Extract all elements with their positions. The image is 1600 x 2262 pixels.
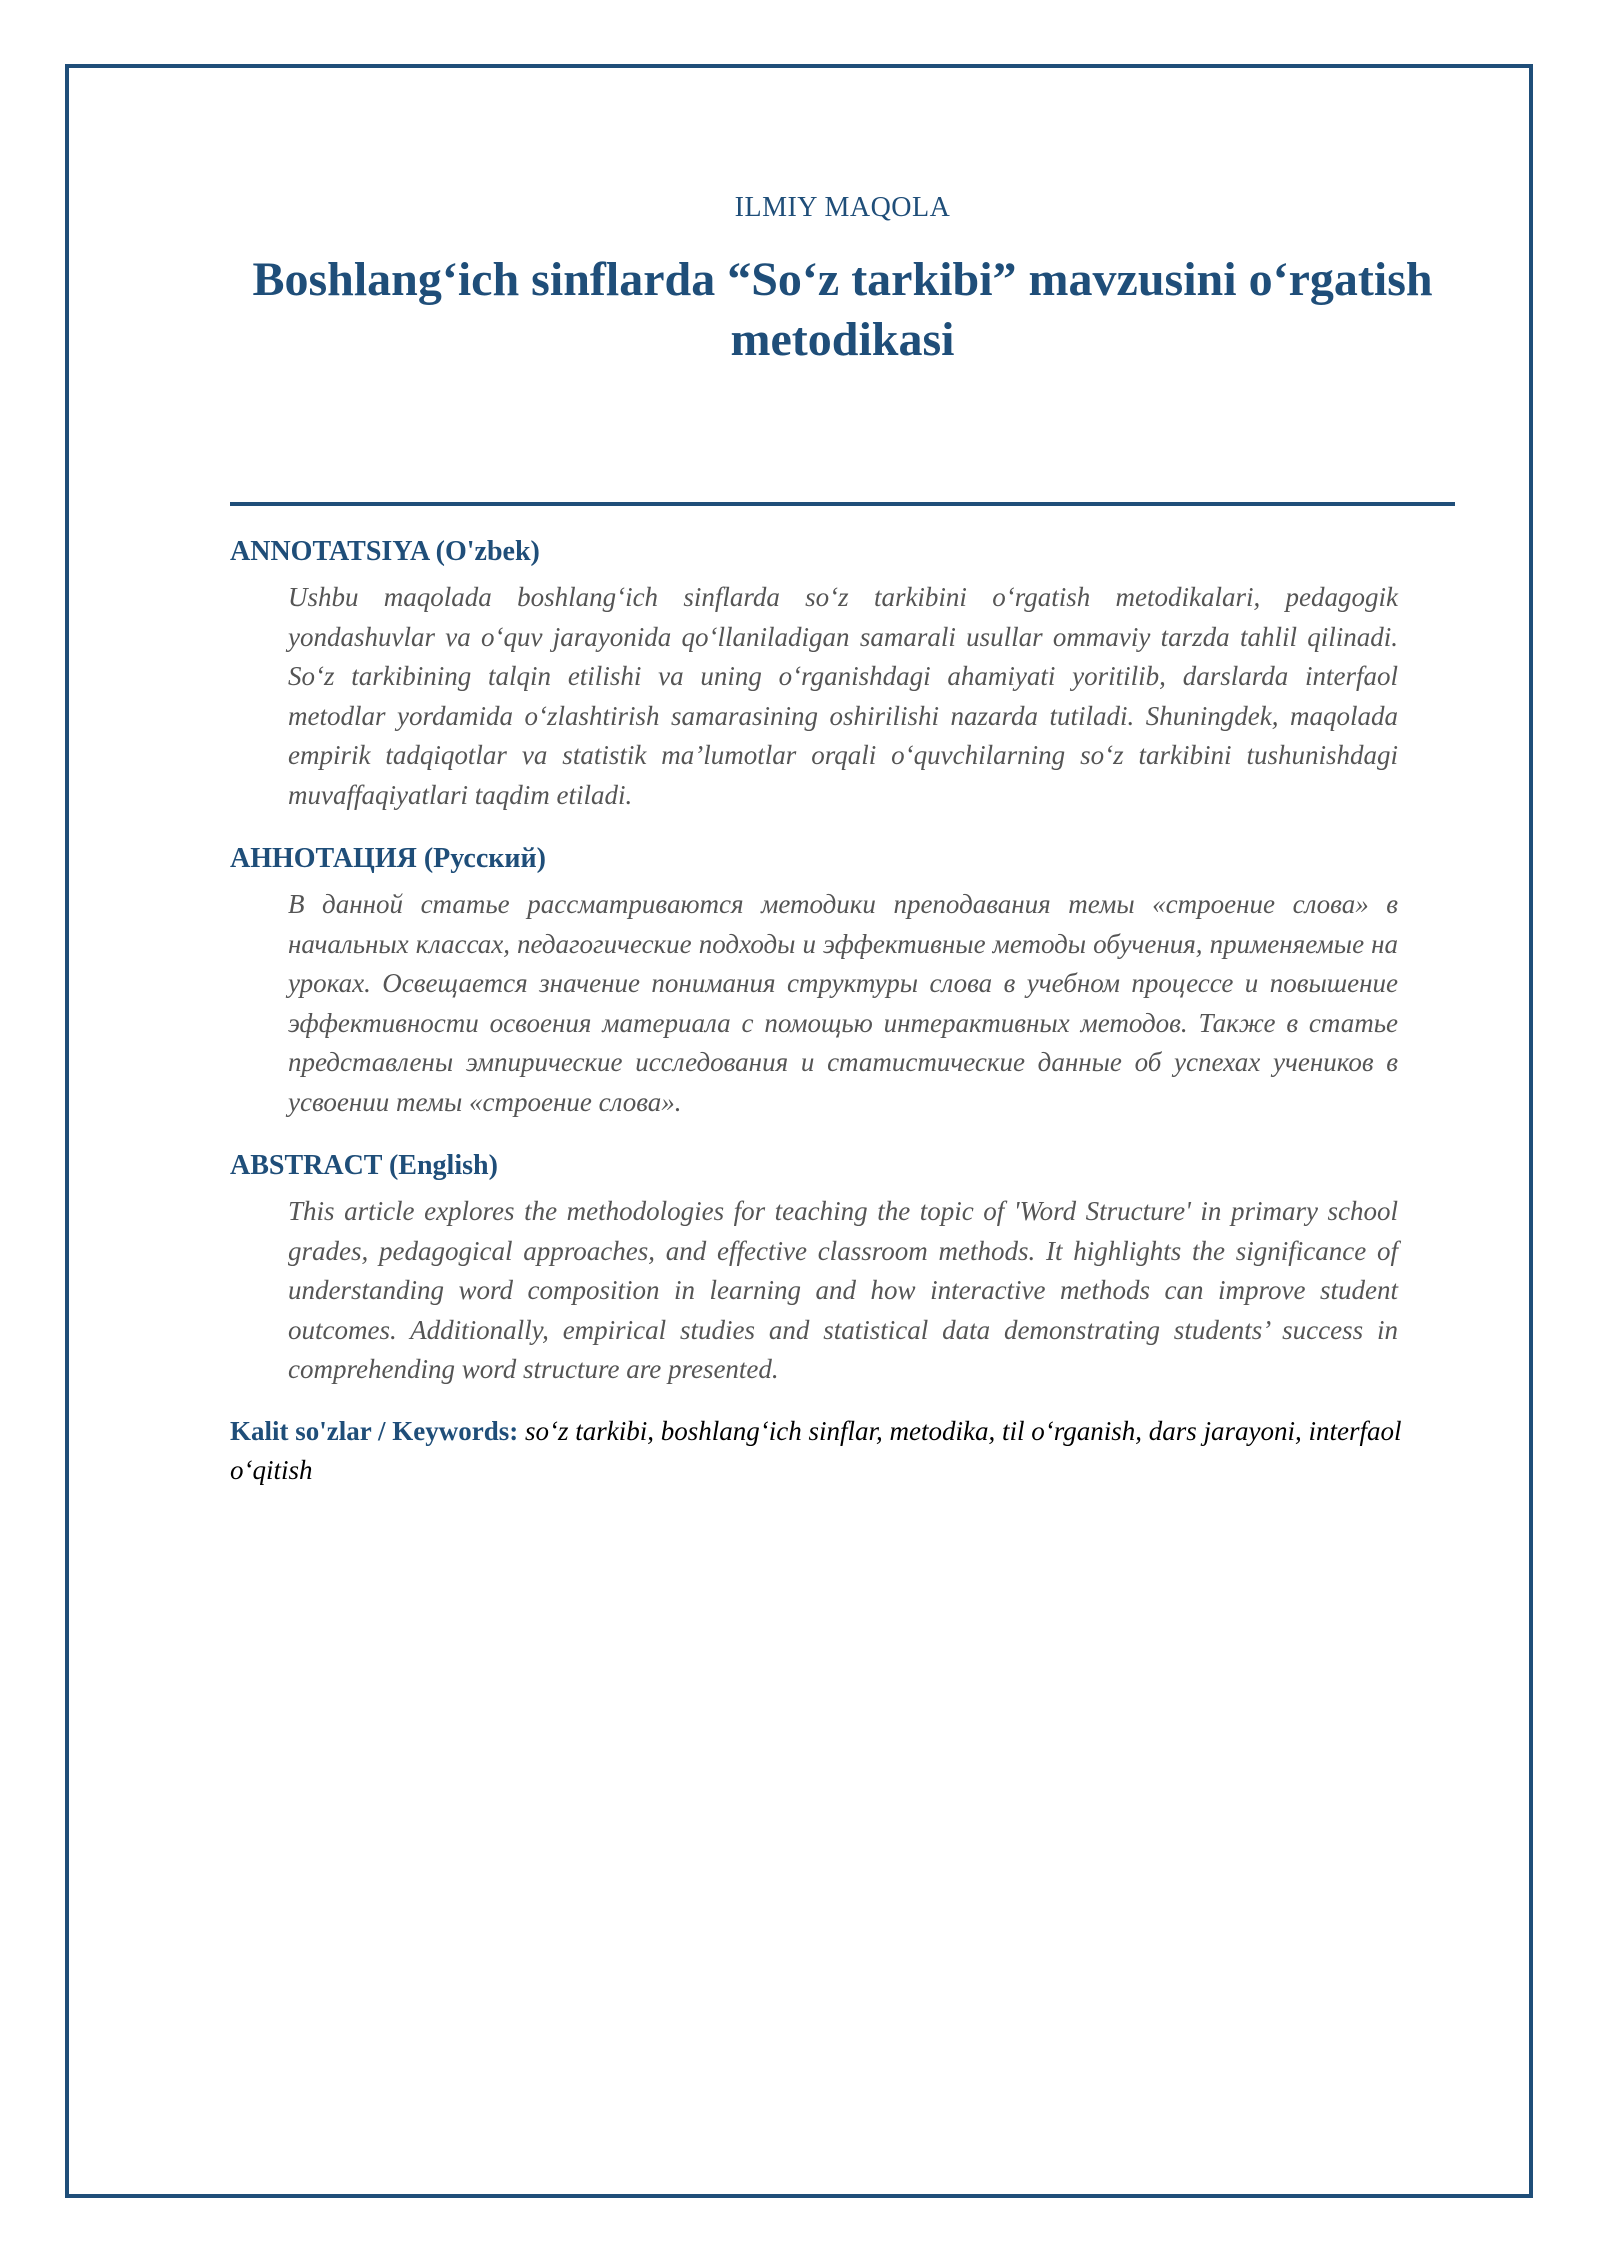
article-kicker: ILMIY MAQOLA <box>734 192 951 223</box>
abstract-text-english: This article explores the methodologies for teaching the topic of 'Word Structure' in primary school grades, pedagogical approaches, and effective classroom methods. It highlights the significance of understanding word composition in learning and how interactive methods can improve student outcomes. Additionally, empirical studies and statistical data demonstrating students’ success in comprehending word structure are presented. <box>288 1196 1398 1384</box>
abstract-uzbek <box>230 534 1455 815</box>
article-content <box>230 190 1455 1518</box>
article-title: Boshlang‘ich sinflarda “So‘z tarkibi” mavzusini o‘rgatish metodikasi <box>252 253 1433 366</box>
abstract-heading-english: ABSTRACT (English) <box>230 1150 498 1181</box>
abstract-text-russian: В данной статье рассматриваются методики преподавания темы «строение слова» в начальных классах, педагогические подходы и эффективные методы обучения, применяемые на уроках. Освещается значение понимания структуры слова в учебном процессе и повышение эффективности освоения материала с помощью интерактивных методов. Также в статье представлены эмпирические исследования и статистические данные об успехах учеников в усвоении темы «строение слова». <box>288 889 1398 1117</box>
abstract-heading-uzbek: ANNOTATSIYA (O'zbek) <box>230 536 540 567</box>
title-divider <box>230 502 1455 506</box>
abstract-english <box>230 1148 1455 1390</box>
keywords-line <box>230 1412 1455 1491</box>
keywords-text: so‘z tarkibi, boshlang‘ich sinflar, metodika, til o‘rganish, dars jarayoni, interfaol o‘qitish <box>230 1415 1402 1485</box>
abstract-text-uzbek: Ushbu maqolada boshlang‘ich sinflarda so‘z tarkibini o‘rgatish metodikalari, pedagogik yondashuvlar va o‘quv jarayonida qo‘llaniladigan samarali usullar ommaviy tarzda tahlil qilinadi. So‘z tarkibining talqin etilishi va uning o‘rganishdagi ahamiyati yoritilib, darslarda interfaol metodlar yordamida o‘zlashtirish samarasining oshirilishi nazarda tutiladi. Shuningdek, maqolada empirik tadqiqotlar va statistik ma’lumotlar orqali o‘quvchilarning so‘z tarkibini tushunishdagi muvaffaqiyatlari taqdim etiladi. <box>288 582 1398 810</box>
keywords-label: Kalit so'zlar / Keywords: <box>230 1415 519 1446</box>
abstract-heading-russian: АННОТАЦИЯ (Русский) <box>230 843 546 874</box>
abstract-russian <box>230 841 1455 1122</box>
